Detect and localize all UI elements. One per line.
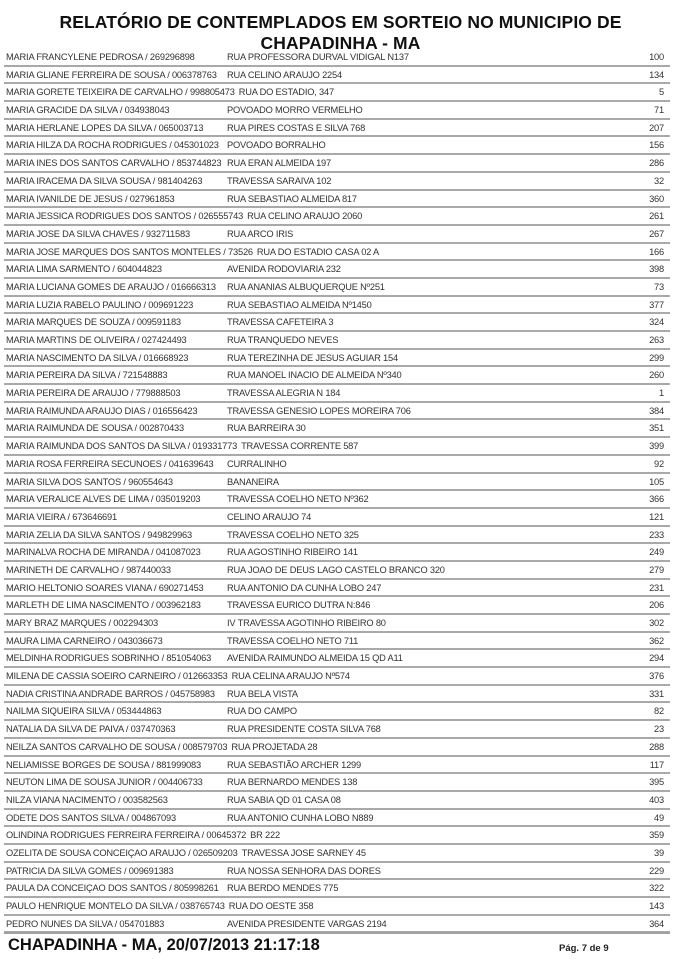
- table-row: [4, 597, 670, 615]
- table-row: [4, 792, 670, 810]
- beneficiary-name: MARIA VIEIRA / 673646691: [6, 511, 117, 522]
- address: RUA JOAO DE DEUS LAGO CASTELO BRANCO 320: [227, 564, 445, 575]
- table-row: [4, 120, 670, 138]
- address: CELINO ARAUJO 74: [227, 511, 312, 522]
- address: RUA BELA VISTA: [227, 688, 298, 699]
- draw-number: 143: [649, 901, 664, 911]
- address: TRAVESSA SARAIVA 102: [227, 175, 332, 186]
- draw-number: 377: [649, 299, 664, 310]
- table-row: [4, 898, 670, 916]
- address: CURRALINHO: [227, 458, 287, 469]
- table-row: [4, 314, 670, 332]
- draw-number: 249: [649, 547, 664, 558]
- table-row: [4, 827, 670, 845]
- beneficiary-name: MARIA JESSICA RODRIGUES DOS SANTOS / 026555743: [6, 211, 244, 222]
- address: RUA AGOSTINHO RIBEIRO 141: [227, 547, 358, 558]
- draw-number: 288: [649, 741, 664, 752]
- draw-number: 324: [649, 317, 664, 328]
- draw-number: 231: [649, 582, 664, 593]
- draw-number: 299: [649, 352, 664, 363]
- draw-number: 23: [654, 724, 664, 735]
- beneficiary-name: MELDINHA RODRIGUES SOBRINHO / 851054063: [6, 653, 212, 664]
- beneficiary-name: MARLETH DE LIMA NASCIMENTO / 003962183: [6, 600, 201, 611]
- address: RUA ERAN ALMEIDA 197: [227, 158, 331, 169]
- draw-number: 5: [659, 87, 664, 98]
- table-row: [4, 880, 670, 898]
- beneficiary-name: MARIA ROSA FERREIRA SECUNOES / 041639643: [6, 458, 214, 469]
- table-row: [4, 916, 670, 934]
- beneficiary-name: MARIA JOSE DA SILVA CHAVES / 932711583: [6, 228, 190, 239]
- draw-number: 156: [649, 140, 664, 151]
- table-row: [4, 367, 670, 385]
- table-row: [4, 739, 670, 757]
- beneficiary-name: MARIA GRACIDE DA SILVA / 034938043: [6, 105, 170, 116]
- beneficiary-name: MARIA RAIMUNDA DE SOUSA / 002870433: [6, 423, 184, 434]
- draw-number: 121: [649, 511, 664, 522]
- draw-number: 364: [649, 918, 664, 929]
- address: RUA BARREIRA 30: [227, 423, 306, 434]
- draw-number: 1: [659, 388, 664, 399]
- beneficiary-name: MARIA VERALICE ALVES DE LIMA / 035019203: [6, 494, 201, 505]
- table-row: [4, 385, 670, 403]
- address: RUA CELINO ARAUJO 2060: [247, 211, 363, 222]
- beneficiary-name: MARIA RAIMUNDA DOS SANTOS DA SILVA / 019331773: [6, 441, 238, 452]
- address: RUA DO ESTADIO CASA 02 A: [256, 246, 380, 257]
- draw-number: 331: [649, 688, 664, 699]
- address: RUA TRANQUEDO NEVES: [227, 335, 339, 345]
- address: RUA BERNARDO MENDES 138: [227, 777, 358, 788]
- draw-number: 260: [649, 370, 664, 381]
- draw-number: 395: [649, 777, 664, 788]
- table-row: [4, 173, 670, 191]
- draw-number: 117: [649, 759, 664, 770]
- address: RUA PROJETADA 28: [231, 741, 318, 752]
- table-row: [4, 633, 670, 651]
- address: RUA TEREZINHA DE JESUS AGUIAR 154: [227, 352, 398, 363]
- table-row: [4, 332, 670, 350]
- draw-number: 322: [649, 883, 664, 894]
- address: RUA NOSSA SENHORA DAS DORES: [227, 865, 381, 876]
- address: RUA MANOEL INACIO DE ALMEIDA Nº340: [227, 370, 402, 381]
- table-row: [4, 810, 670, 828]
- draw-number: 166: [649, 246, 664, 257]
- beneficiary-name: MARIA ZELIA DA SILVA SANTOS / 949829963: [6, 529, 192, 540]
- draw-number: 207: [649, 122, 664, 133]
- table-row: [4, 721, 670, 739]
- draw-number: 263: [649, 335, 664, 345]
- table-row: [4, 84, 670, 102]
- draw-number: 384: [649, 405, 664, 416]
- draw-number: 229: [649, 865, 664, 876]
- beneficiary-name: MARIA PEREIRA DA SILVA / 721548883: [6, 370, 168, 381]
- table-row: [4, 509, 670, 527]
- table-row: [4, 650, 670, 668]
- beneficiary-name: MARIA JOSE MARQUES DOS SANTOS MONTELES / 73526: [6, 246, 253, 257]
- address: TRAVESSA CAFETEIRA 3: [227, 317, 334, 328]
- table-row: [4, 845, 670, 863]
- draw-number: 366: [649, 494, 664, 505]
- draw-number: 359: [649, 830, 664, 841]
- draw-number: 399: [649, 441, 664, 452]
- beneficiary-name: MARIA NASCIMENTO DA SILVA / 016668923: [6, 352, 189, 363]
- address: RUA ANTONIO CUNHA LOBO N889: [227, 812, 374, 823]
- address: BANANEIRA: [227, 476, 279, 487]
- address: AVENIDA RODOVIARIA 232: [227, 264, 341, 275]
- draw-number: 403: [649, 794, 664, 805]
- contemplados-list: [4, 49, 670, 933]
- beneficiary-name: MARIA LIMA SARMENTO / 604044823: [6, 264, 162, 275]
- address: RUA CELINO ARAUJO 2254: [227, 69, 342, 80]
- address: AVENIDA RAIMUNDO ALMEIDA 15 QD A11: [227, 653, 403, 664]
- table-row: [4, 350, 670, 368]
- draw-number: 32: [654, 175, 664, 186]
- draw-number: 351: [649, 423, 664, 434]
- draw-number: 134: [649, 69, 664, 80]
- address: RUA DO ESTADIO, 347: [238, 87, 334, 98]
- address: AVENIDA PRESIDENTE VARGAS 2194: [227, 918, 387, 929]
- draw-number: 376: [649, 671, 664, 682]
- table-row: [4, 102, 670, 120]
- beneficiary-name: OZELITA DE SOUSA CONCEIÇAO ARAUJO / 026509203: [6, 847, 238, 858]
- beneficiary-name: MARIA IRACEMA DA SILVA SOUSA / 981404263: [6, 175, 203, 186]
- table-row: [4, 703, 670, 721]
- beneficiary-name: NILZA VIANA NACIMENTO / 003582563: [6, 794, 168, 805]
- beneficiary-name: MARIA MARTINS DE OLIVEIRA / 027424493: [6, 335, 187, 345]
- address: RUA PIRES COSTAS E SILVA 768: [227, 122, 366, 133]
- beneficiary-name: MARIA INES DOS SANTOS CARVALHO / 853744823: [6, 158, 222, 169]
- draw-number: 73: [654, 281, 664, 292]
- address: TRAVESSA COELHO NETO 325: [227, 529, 359, 540]
- address: RUA ANANIAS ALBUQUERQUE Nº251: [227, 281, 385, 292]
- address: RUA SEBASTIÃO ARCHER 1299: [227, 759, 361, 770]
- beneficiary-name: MARIA PEREIRA DE ARAUJO / 779888503: [6, 388, 181, 399]
- beneficiary-name: MARY BRAZ MARQUES / 002294303: [6, 618, 158, 628]
- beneficiary-name: MARIA HILZA DA ROCHA RODRIGUES / 045301023: [6, 140, 219, 151]
- address: TRAVESSA CORRENTE 587: [241, 441, 359, 452]
- beneficiary-name: NADIA CRISTINA ANDRADE BARROS / 045758983: [6, 688, 215, 699]
- footer-location-datetime: CHAPADINHA - MA, 20/07/2013 21:17:18: [8, 936, 320, 954]
- beneficiary-name: MILENA DE CASSIA SOEIRO CARNEIRO / 012663353: [6, 671, 228, 682]
- beneficiary-name: PAULA DA CONCEIÇAO DOS SANTOS / 805998261: [6, 883, 219, 894]
- beneficiary-name: MARIO HELTONIO SOARES VIANA / 690271453: [6, 582, 204, 593]
- table-row: [4, 757, 670, 775]
- draw-number: 279: [649, 564, 664, 575]
- footer-divider: [4, 932, 670, 934]
- table-row: [4, 191, 670, 209]
- address: RUA SABIA QD 01 CASA 08: [227, 794, 341, 805]
- table-row: [4, 403, 670, 421]
- beneficiary-name: MARIA FRANCYLENE PEDROSA / 269296898: [6, 52, 195, 62]
- address: TRAVESSA COELHO NETO Nº362: [227, 494, 369, 505]
- beneficiary-name: NATALIA DA SILVA DE PAIVA / 037470363: [6, 724, 176, 735]
- beneficiary-name: OLINDINA RODRIGUES FERREIRA FERREIRA / 00645372: [6, 830, 247, 841]
- beneficiary-name: MARIA GLIANE FERREIRA DE SOUSA / 006378763: [6, 69, 217, 80]
- address: RUA ARCO IRIS: [227, 228, 294, 239]
- table-row: [4, 774, 670, 792]
- draw-number: 92: [654, 458, 664, 469]
- table-row: [4, 863, 670, 881]
- address: RUA SEBASTIAO ALMEIDA Nº1450: [227, 299, 372, 310]
- draw-number: 267: [649, 228, 664, 239]
- address: POVOADO BORRALHO: [227, 140, 326, 151]
- address: RUA PRESIDENTE COSTA SILVA 768: [227, 724, 381, 735]
- table-row: [4, 67, 670, 85]
- table-row: [4, 297, 670, 315]
- draw-number: 206: [649, 600, 664, 611]
- beneficiary-name: MARIA IVANILDE DE JESUS / 027961853: [6, 193, 175, 204]
- draw-number: 105: [649, 476, 664, 487]
- table-row: [4, 615, 670, 633]
- address: RUA SEBASTIAO ALMEIDA 817: [227, 193, 357, 204]
- beneficiary-name: MARIA GORETE TEIXEIRA DE CARVALHO / 998805473: [6, 87, 235, 98]
- beneficiary-name: NEUTON LIMA DE SOUSA JUNIOR / 004406733: [6, 777, 203, 788]
- draw-number: 49: [654, 812, 664, 823]
- beneficiary-name: MARIA RAIMUNDA ARAUJO DIAS / 016556423: [6, 405, 198, 416]
- draw-number: 302: [649, 618, 664, 628]
- address: BR 222: [250, 830, 280, 841]
- table-row: [4, 208, 670, 226]
- beneficiary-name: ODETE DOS SANTOS SILVA / 004867093: [6, 812, 176, 823]
- table-row: [4, 527, 670, 545]
- address: RUA PROFESSORA DURVAL VIDIGAL N137: [227, 52, 409, 62]
- table-row: [4, 456, 670, 474]
- address: RUA DO CAMPO: [227, 706, 297, 717]
- table-row: [4, 438, 670, 456]
- address: RUA DO OESTE 358: [228, 901, 314, 911]
- table-row: [4, 279, 670, 297]
- draw-number: 294: [649, 653, 664, 664]
- table-row: [4, 137, 670, 155]
- beneficiary-name: PATRICIA DA SILVA GOMES / 009691383: [6, 865, 174, 876]
- beneficiary-name: MARIA LUZIA RABELO PAULINO / 009691223: [6, 299, 194, 310]
- draw-number: 362: [649, 635, 664, 646]
- beneficiary-name: NEILZA SANTOS CARVALHO DE SOUSA / 008579703: [6, 741, 228, 752]
- draw-number: 360: [649, 193, 664, 204]
- draw-number: 82: [654, 706, 664, 717]
- draw-number: 100: [649, 52, 664, 62]
- table-row: [4, 474, 670, 492]
- beneficiary-name: MARINETH DE CARVALHO / 987440033: [6, 564, 171, 575]
- beneficiary-name: MARIA LUCIANA GOMES DE ARAUJO / 016666313: [6, 281, 216, 292]
- beneficiary-name: NELIAMISSE BORGES DE SOUSA / 881999083: [6, 759, 201, 770]
- table-row: [4, 226, 670, 244]
- draw-number: 233: [649, 529, 664, 540]
- table-row: [4, 580, 670, 598]
- address: RUA ANTONIO DA CUNHA LOBO 247: [227, 582, 382, 593]
- beneficiary-name: MARINALVA ROCHA DE MIRANDA / 041087023: [6, 547, 201, 558]
- draw-number: 71: [654, 105, 664, 116]
- address: TRAVESSA COELHO NETO 711: [227, 635, 359, 646]
- draw-number: 286: [649, 158, 664, 169]
- table-row: [4, 261, 670, 279]
- table-row: [4, 420, 670, 438]
- address: TRAVESSA GENESIO LOPES MOREIRA 706: [227, 405, 411, 416]
- address: IV TRAVESSA AGOTINHO RIBEIRO 80: [227, 618, 386, 628]
- table-row: [4, 244, 670, 262]
- draw-number: 39: [654, 847, 664, 858]
- table-row: [4, 155, 670, 173]
- beneficiary-name: NAILMA SIQUEIRA SILVA / 053444863: [6, 706, 162, 717]
- beneficiary-name: PEDRO NUNES DA SILVA / 054701883: [6, 918, 165, 929]
- table-row: [4, 668, 670, 686]
- table-row: [4, 49, 670, 67]
- beneficiary-name: MARIA SILVA DOS SANTOS / 960554643: [6, 476, 173, 487]
- address: POVOADO MORRO VERMELHO: [227, 105, 363, 116]
- address: TRAVESSA JOSE SARNEY 45: [241, 847, 366, 858]
- table-row: [4, 544, 670, 562]
- beneficiary-name: MARIA HERLANE LOPES DA SILVA / 065003713: [6, 122, 204, 133]
- table-row: [4, 686, 670, 704]
- address: TRAVESSA ALEGRIA N 184: [227, 388, 341, 399]
- page-number: Pág. 7 de 9: [559, 943, 609, 954]
- table-row: [4, 491, 670, 509]
- address: RUA CELINA ARAUJO Nº574: [231, 671, 350, 682]
- draw-number: 398: [649, 264, 664, 275]
- beneficiary-name: PAULO HENRIQUE MONTELO DA SILVA / 038765743: [6, 901, 225, 911]
- draw-number: 261: [649, 211, 664, 222]
- beneficiary-name: MAURA LIMA CARNEIRO / 043036673: [6, 635, 163, 646]
- table-row: [4, 562, 670, 580]
- report-title: RELATÓRIO DE CONTEMPLADOS EM SORTEIO NO MUNICIPIO DE CHAPADINHA - MA: [59, 12, 622, 53]
- address: RUA BERDO MENDES 775: [227, 883, 339, 894]
- beneficiary-name: MARIA MARQUES DE SOUZA / 009591183: [6, 317, 181, 328]
- address: TRAVESSA EURICO DUTRA N:846: [227, 600, 371, 611]
